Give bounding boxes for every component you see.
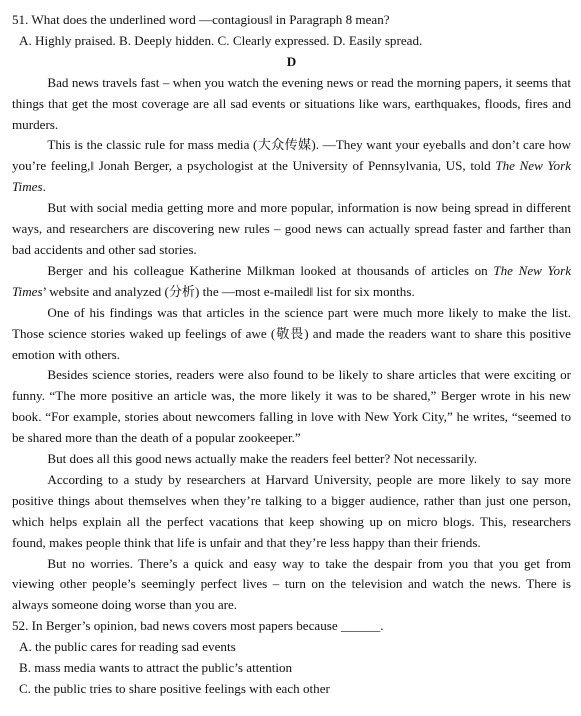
passage-paragraph-7: But does all this good news actually make the readers feel better? Not necessarily. [47, 451, 477, 467]
passage-paragraph-1: Bad news travels fast – when you watch the evening news or read the morning papers, it seems that things that get the most coverage are all sad events or situations like wars, earthquakes, floods, fires and murders. [12, 74, 571, 132]
paragraph-2-end: . [42, 179, 46, 195]
passage-paragraph-9: But no worries. There’s a quick and easy way to take the despair from you that you get from viewing other people’s seemingly perfect lives – turn on the television and watch the news. There is always someone doing worse than you are. [12, 555, 571, 613]
question-52-option-a: A. the public cares for reading sad events [19, 639, 236, 655]
question-51-options: A. Highly praised. B. Deeply hidden. C. Clearly expressed. D. Easily spread. [19, 32, 423, 48]
newspaper-title: The New York Times [12, 262, 572, 299]
passage-paragraph-6: Besides science stories, readers were also found to be likely to share articles that were exciting or funny. “The more positive an article was, the more likely it was to be shared,” Berger wrote in his new book. “For example, stories about newcomers falling in love with New York City,” he writes, “seemed to be shared more than the death of a popular zookeeper.” [12, 367, 571, 446]
passage-paragraph-8: According to a study by researchers at Harvard University, people are more likely to say more positive things about themselves when they’re talking to a bigger audience, rather than just one person, which helps explain all the perfect vacations that keep showing up on micro blogs. This, researchers found, makes people think that life is unfair and that they’re less happy than their friends. [12, 471, 571, 550]
newspaper-title: The New York Times [12, 158, 571, 195]
section-heading: D [286, 53, 297, 69]
question-52-option-c: C. the public tries to share positive feelings with each other [19, 681, 330, 696]
question-52-option-b: B. mass media wants to attract the public’s attention [19, 660, 293, 676]
passage-paragraph-3: But with social media getting more and more popular, information is now being spread in different ways, and researchers are discovering new rules – good news can actually spread faster and farther than bad accidents and other sad stories. [12, 200, 571, 257]
question-52-stem: 52. In Berger’s opinion, bad news covers most papers because ______. [12, 618, 384, 634]
passage-paragraph-5: One of his findings was that articles in the science part were much more likely to make the list. Those science stories waked up feelings of awe (敬畏) and made the readers want to share this positive emotion with others. [12, 304, 571, 362]
question-51-stem: 51. What does the underlined word —contagious‖ in Paragraph 8 mean? [12, 12, 390, 27]
passage-paragraph-2 [12, 135, 571, 198]
paragraph-4-text: Berger and his colleague Katherine Milkman looked at thousands of articles on [47, 262, 494, 278]
passage-paragraph-4 [12, 261, 571, 303]
paragraph-4-end: ’ website and analyzed (分析) the —most e-mailed‖ list for six months. [42, 283, 415, 299]
paragraph-2-text: This is the classic rule for mass media (大众传媒). —They want your eyeballs and don’t care how you’re feeling,‖ Jonah Berger, a psychologist at the University of Pennsylvania, US, told [12, 137, 571, 174]
